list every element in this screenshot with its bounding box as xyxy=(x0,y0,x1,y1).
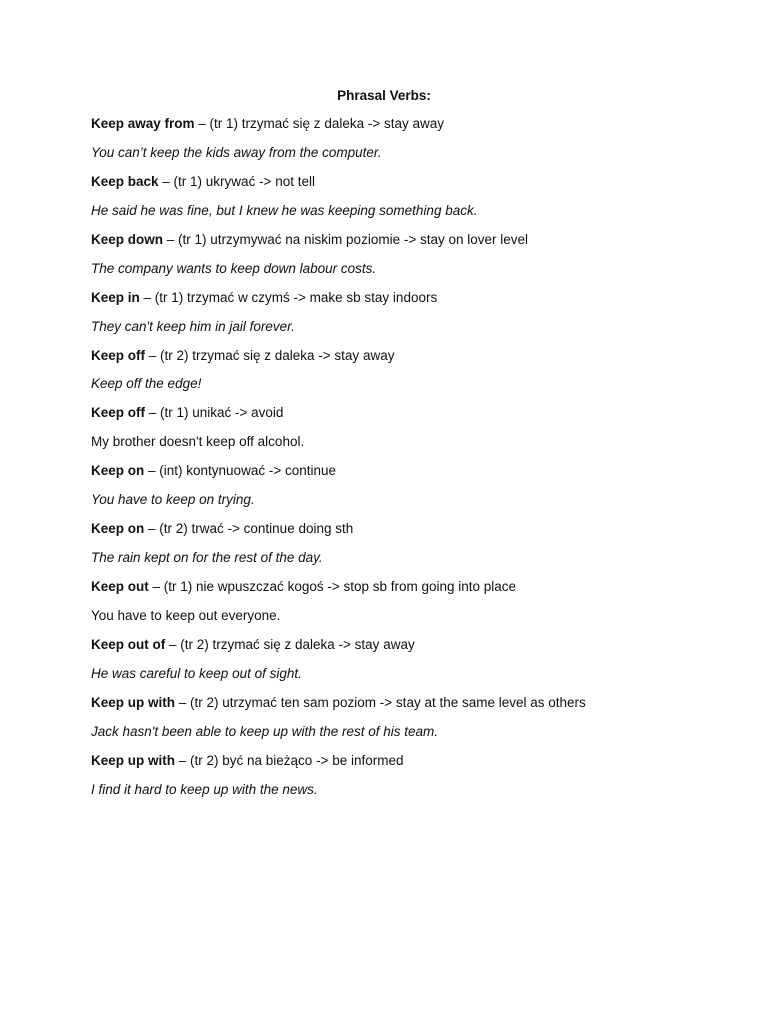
entry-term: Keep back xyxy=(91,173,159,189)
entry-definition: – (tr 1) trzymać w czymś -> make sb stay indoors xyxy=(139,289,438,305)
entry-heading xyxy=(91,520,731,549)
entry-term: Keep out xyxy=(91,579,149,594)
entry-heading xyxy=(91,289,731,318)
entry-example: I find it hard to keep up with the news. xyxy=(91,781,318,797)
entry-definition: – (tr 2) utrzymać ten sam poziom -> stay at the same level as others xyxy=(175,694,586,710)
entry-definition: – (tr 2) być na bieżąco -> be informed xyxy=(175,752,404,768)
entry-example: Jack hasn't been able to keep up with the rest of his team. xyxy=(91,723,439,739)
entry-example: He said he was fine, but I knew he was keeping something back. xyxy=(91,202,478,218)
entry-term: Keep away from xyxy=(91,116,195,131)
entry-heading xyxy=(91,173,731,202)
entry-definition: – (tr 1) ukrywać -> not tell xyxy=(158,173,315,189)
entry-heading xyxy=(91,347,731,376)
entry-definition: – (tr 2) trzymać się z daleka -> stay away xyxy=(145,347,395,363)
entry-definition: – (int) kontynuować -> continue xyxy=(144,463,336,479)
entry-definition: – (tr 1) unikać -> avoid xyxy=(145,405,284,421)
entry-definition: – (tr 1) utrzymywać na niskim poziomie -> stay on lover level xyxy=(163,231,529,247)
entry-heading xyxy=(91,115,731,144)
entry-heading xyxy=(91,404,731,433)
entry-heading xyxy=(91,636,731,665)
entry-example: You have to keep out everyone. xyxy=(91,607,281,623)
document-title: Phrasal Verbs: xyxy=(337,88,431,103)
entry-example: He was careful to keep out of sight. xyxy=(91,665,302,681)
entry-definition: – (tr 1) trzymać się z daleka -> stay away xyxy=(194,116,445,131)
entry-heading xyxy=(91,578,731,607)
entry-definition: – (tr 1) nie wpuszczać kogoś -> stop sb from going into place xyxy=(148,579,517,594)
entry-heading xyxy=(91,231,731,260)
entry-example: Keep off the edge! xyxy=(91,376,202,392)
entry-definition: – (tr 2) trzymać się z daleka -> stay away xyxy=(165,636,415,652)
entry-term: Keep down xyxy=(91,231,164,247)
entry-term: Keep on xyxy=(91,521,145,537)
entry-list xyxy=(91,115,731,810)
entry-heading xyxy=(91,694,731,723)
entry-example: The company wants to keep down labour costs. xyxy=(91,260,377,276)
entry-example: They can't keep him in jail forever. xyxy=(91,318,295,334)
entry-example: The rain kept on for the rest of the day. xyxy=(91,550,323,566)
entry-example: You can’t keep the kids away from the computer. xyxy=(91,144,382,160)
entry-term: Keep up with xyxy=(91,752,175,768)
entry-term: Keep on xyxy=(91,463,145,479)
entry-term: Keep in xyxy=(91,289,140,305)
entry-heading xyxy=(91,752,731,781)
entry-term: Keep off xyxy=(91,347,145,363)
entry-term: Keep off xyxy=(91,405,145,421)
entry-term: Keep up with xyxy=(91,694,175,710)
entry-definition: – (tr 2) trwać -> continue doing sth xyxy=(144,521,354,537)
entry-heading xyxy=(91,462,731,491)
entry-example: You have to keep on trying. xyxy=(91,492,255,508)
entry-term: Keep out of xyxy=(91,636,166,652)
entry-example: My brother doesn't keep off alcohol. xyxy=(91,434,305,450)
